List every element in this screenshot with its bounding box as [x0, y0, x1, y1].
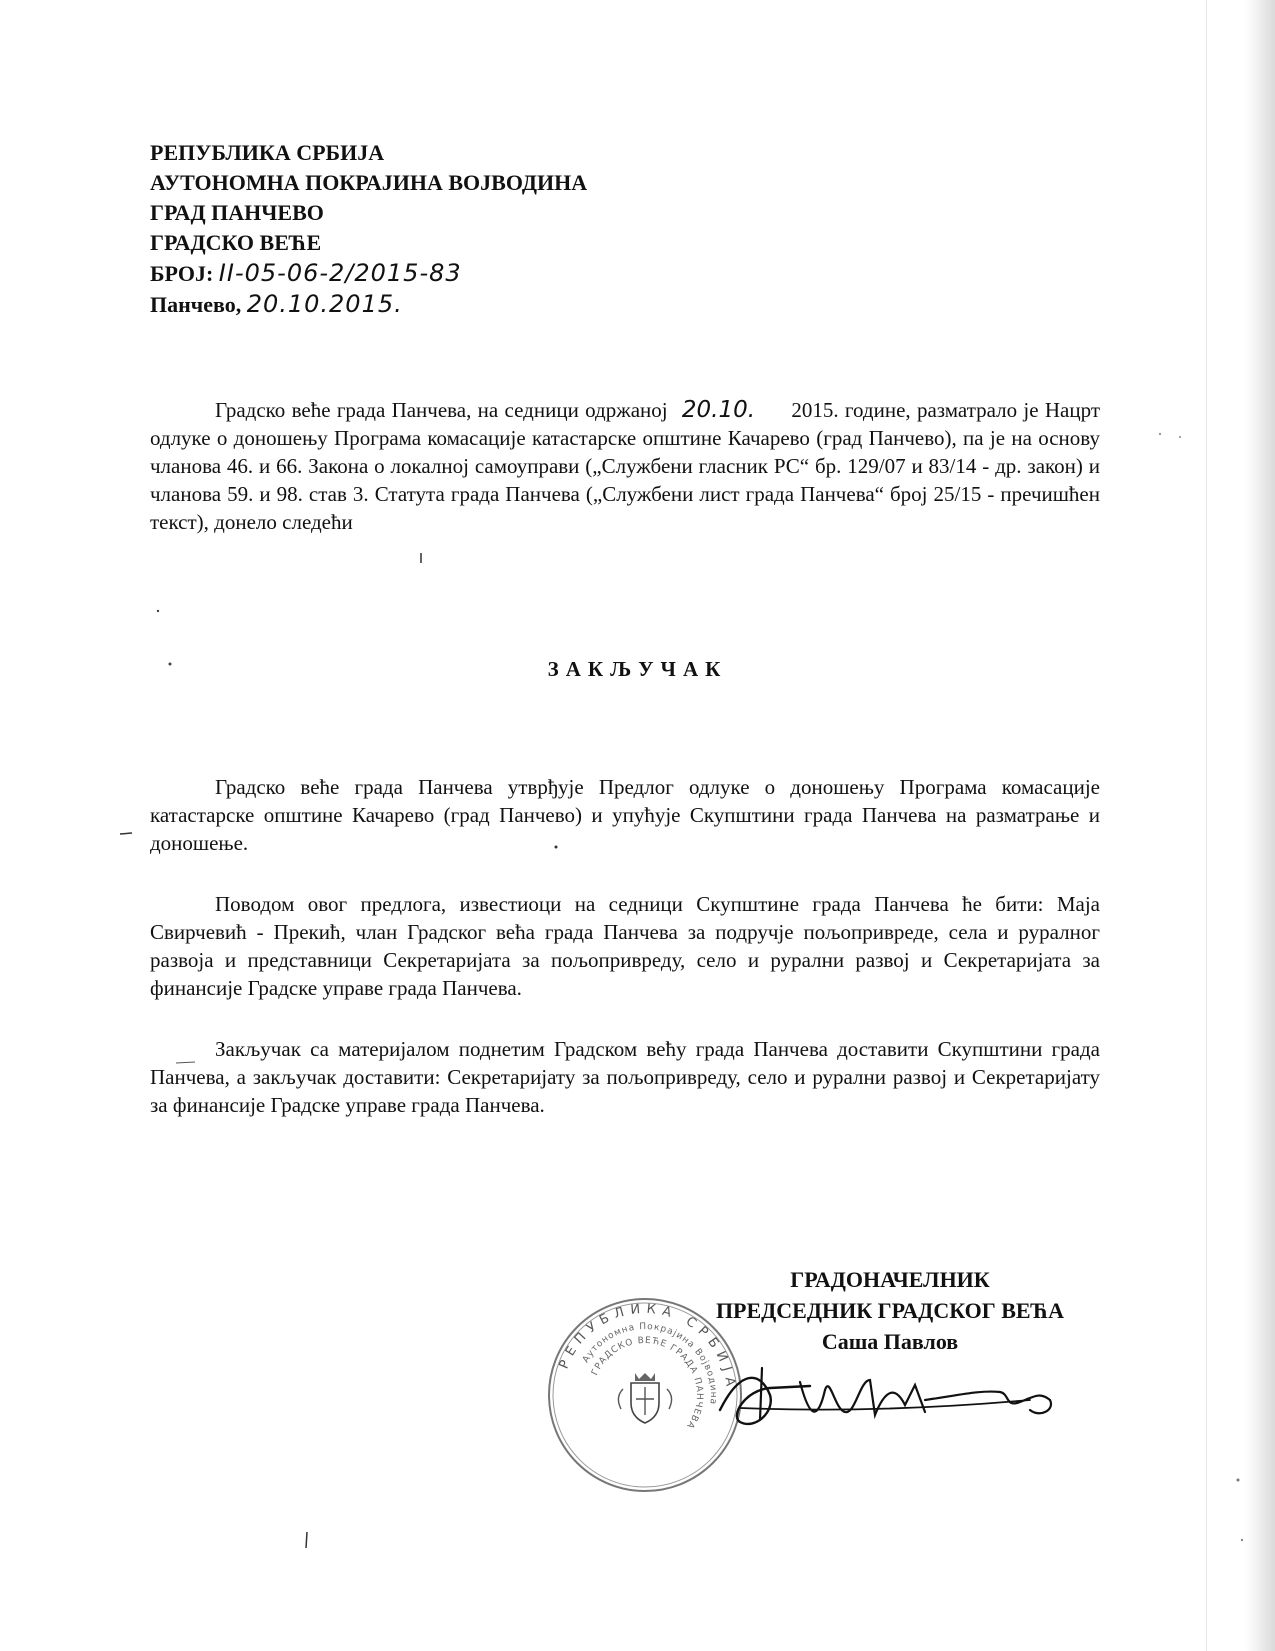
signatory-name: Саша Павлов: [821, 1329, 959, 1354]
delivery-text: Закључак са материјалом поднетим Градском већу града Панчева доставити Скупштини града Панчева, а закључак доставити: Секретаријату за пољопривреду, село и рурални развој и Секретаријату за финансије Градске управе града Панчева.: [150, 1037, 1100, 1117]
place-label: Панчево,: [150, 292, 242, 317]
conclusion-text: Градско веће града Панчева утврђује Предлог одлуке о доношењу Програма комасације катастарске општине Качарево (град Панчево) и упућује Скупштини града Панчева на разматрање и доношење.: [150, 775, 1100, 855]
seal-inner-text: ГРАДСКО ВЕЋЕ ГРАДА ПАНЧЕВА: [590, 1335, 705, 1431]
document-title: ЗАКЉУЧАК: [547, 657, 728, 681]
signatory-role-president: ПРЕДСЕДНИК ГРАДСКОГ ВЕЋА: [715, 1298, 1065, 1323]
seal-middle-text: Аутономна Покрајина Војводина: [581, 1321, 719, 1406]
rapporteurs-text: Поводом овог предлога, известиоци на седници Скупштине града Панчева ће бити: Маја Свирчевић - Прекић, члан Градског већа града Панчева за подручје пољопривреде, села и руралног развоја и представници Секретаријата за пољопривреду, село и рурални развој и Секретаријата за финансије Градске управе града Панчева.: [150, 892, 1100, 1000]
header-province: АУТОНОМНА ПОКРАЈИНА ВОЈВОДИНА: [150, 170, 588, 195]
handwritten-number: II-05-06-2/2015-83: [218, 259, 462, 287]
seal-outer-text: РЕПУБЛИКА СРБИЈА: [556, 1301, 739, 1393]
signatory-role-mayor: ГРАДОНАЧЕЛНИК: [790, 1267, 990, 1292]
handwritten-date: 20.10.2015.: [246, 290, 403, 318]
header-council: ГРАДСКО ВЕЋЕ: [150, 230, 322, 255]
number-label: БРОЈ:: [150, 261, 214, 286]
intro-after-date: 2015. године, разматрало је Нацрт одлуке о доношењу Програма комасације катастарске општине Качарево (град Панчево), па је на основу чланова 46. и 66. Закона о локалној самоуправи („Службени гласник РС“ бр. 129/07 и 83/14 - др. закон) и чланова 59. и 98. став 3. Статута града Панчева („Службени лист града Панчева“ број 25/15 - пречишћен текст), донело следећи: [150, 398, 1100, 534]
handwritten-session-date: 20.10.: [681, 397, 756, 423]
header-city: ГРАД ПАНЧЕВО: [150, 200, 324, 225]
header-country: РЕПУБЛИКА СРБИЈА: [150, 140, 385, 165]
intro-before-date: Градско веће града Панчева, на седници одржаној: [215, 398, 668, 422]
